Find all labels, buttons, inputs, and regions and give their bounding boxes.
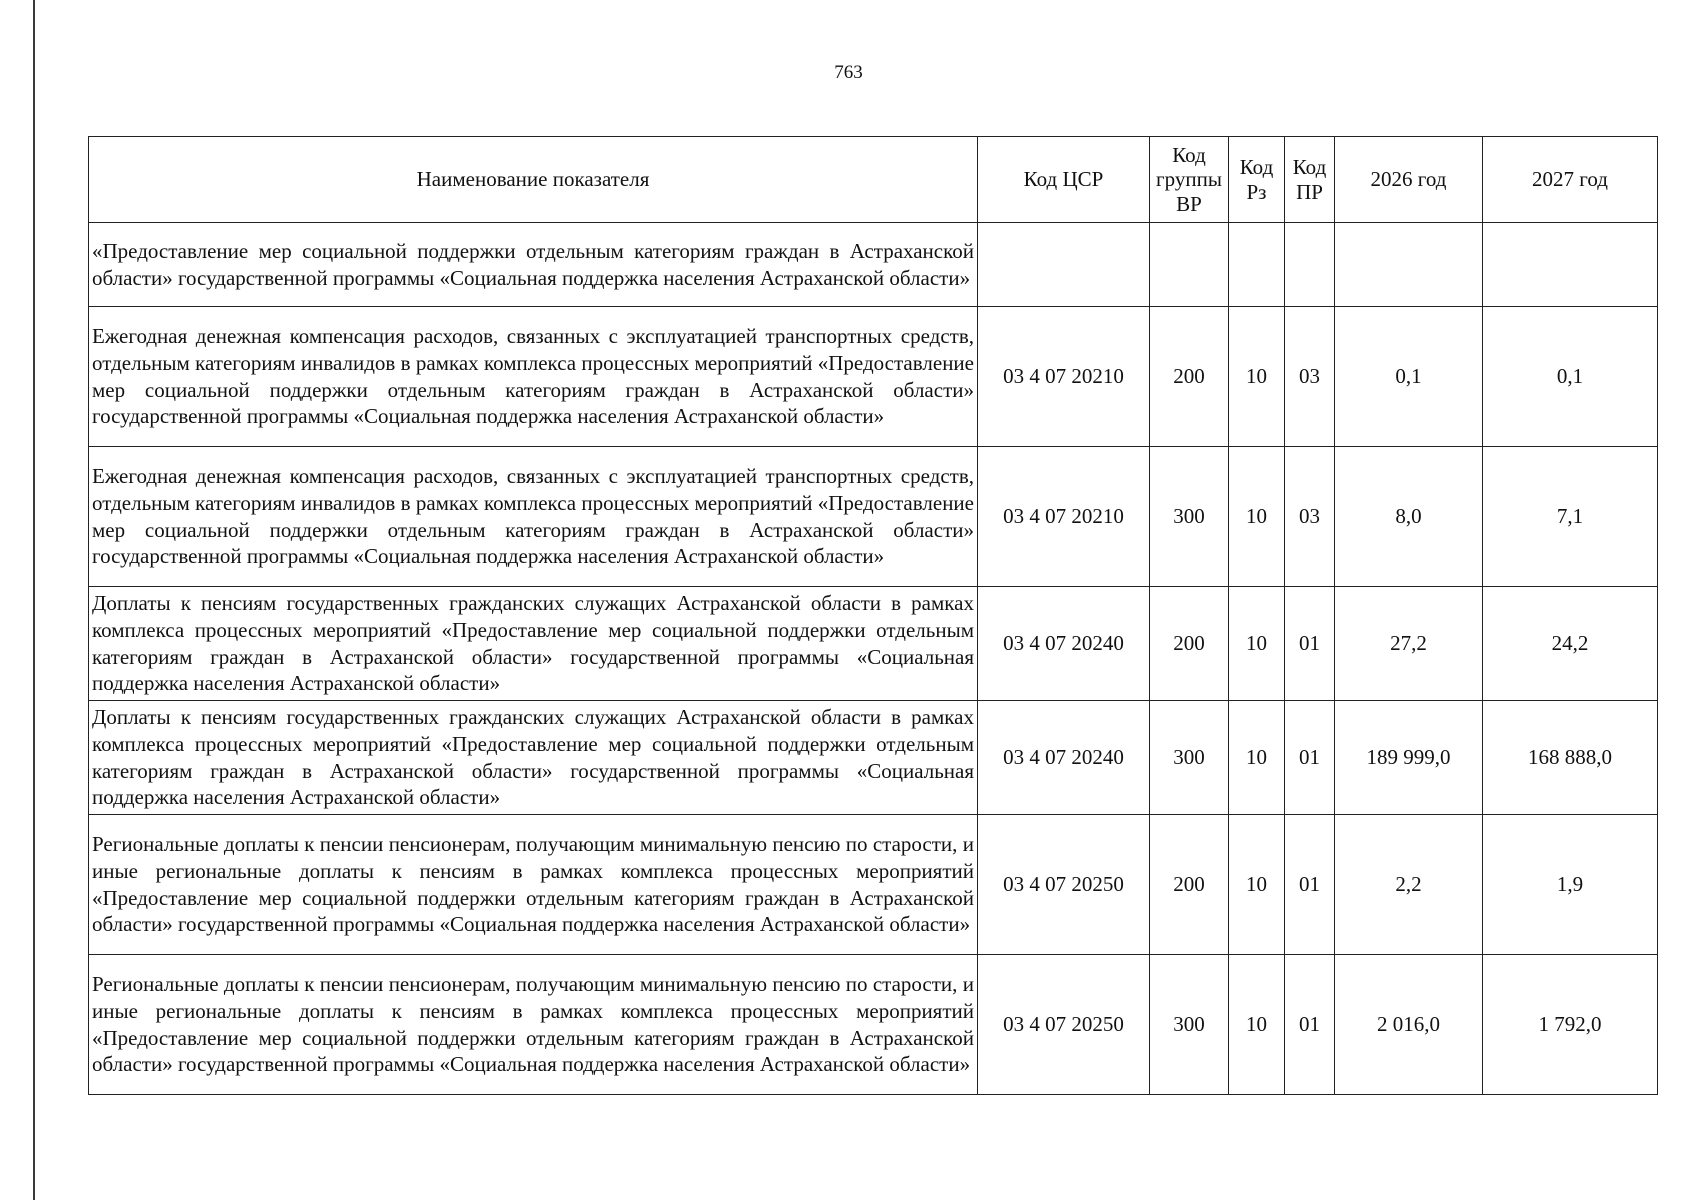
table-row [89, 815, 1658, 955]
header-pr-code: Код ПР [1285, 137, 1335, 223]
table-header-row [89, 137, 1658, 223]
row-2027-cell: 24,2 [1483, 587, 1658, 701]
header-year-2027: 2027 год [1483, 137, 1658, 223]
row-csr-cell: 03 4 07 20240 [978, 701, 1150, 815]
row-2027-cell: 1,9 [1483, 815, 1658, 955]
row-2026-cell: 189 999,0 [1335, 701, 1483, 815]
row-2027-cell: 168 888,0 [1483, 701, 1658, 815]
row-2026-cell: 2,2 [1335, 815, 1483, 955]
row-2027-cell: 7,1 [1483, 447, 1658, 587]
table-row [89, 307, 1658, 447]
row-name-cell: Региональные доплаты к пенсии пенсионерам, получающим минимальную пенсию по старости, и иные региональные доплаты к пенсиям в рамках комплекса процессных мероприятий «Предоставление мер социальной поддержки отдельным категориям граждан в Астраханской области» государственной программы «Социальная поддержка населения Астраханской области» [89, 955, 978, 1095]
row-name-cell: Ежегодная денежная компенсация расходов, связанных с эксплуатацией транспортных средств, отдельным категориям инвалидов в рамках комплекса процессных мероприятий «Предоставление мер социальной поддержки отдельным категориям граждан в Астраханской области» государственной программы «Социальная поддержка населения Астраханской области» [89, 447, 978, 587]
page-number: 763 [834, 62, 863, 83]
row-vr-cell: 300 [1150, 447, 1229, 587]
row-pr-cell: 01 [1285, 701, 1335, 815]
row-name-cell: Ежегодная денежная компенсация расходов, связанных с эксплуатацией транспортных средств, отдельным категориям инвалидов в рамках комплекса процессных мероприятий «Предоставление мер социальной поддержки отдельным категориям граждан в Астраханской области» государственной программы «Социальная поддержка населения Астраханской области» [89, 307, 978, 447]
row-pr-cell: 03 [1285, 447, 1335, 587]
header-year-2026: 2026 год [1335, 137, 1483, 223]
row-rz-cell: 10 [1229, 307, 1285, 447]
row-2026-cell: 8,0 [1335, 447, 1483, 587]
row-csr-cell: 03 4 07 20250 [978, 815, 1150, 955]
budget-table [88, 136, 1658, 1095]
empty-cell [1150, 223, 1229, 307]
row-2026-cell: 27,2 [1335, 587, 1483, 701]
row-rz-cell: 10 [1229, 701, 1285, 815]
row-pr-cell: 01 [1285, 815, 1335, 955]
header-name: Наименование показателя [89, 137, 978, 223]
empty-cell [1285, 223, 1335, 307]
row-name-cell: Доплаты к пенсиям государственных гражданских служащих Астраханской области в рамках комплекса процессных мероприятий «Предоставление мер социальной поддержки отдельным категориям граждан в Астраханской области» государственной программы «Социальная поддержка населения Астраханской области» [89, 701, 978, 815]
row-pr-cell: 01 [1285, 955, 1335, 1095]
table-row-continuation [89, 223, 1658, 307]
row-2027-cell: 0,1 [1483, 307, 1658, 447]
table-row [89, 447, 1658, 587]
row-vr-cell: 200 [1150, 815, 1229, 955]
row-name-cell: Региональные доплаты к пенсии пенсионерам, получающим минимальную пенсию по старости, и иные региональные доплаты к пенсиям в рамках комплекса процессных мероприятий «Предоставление мер социальной поддержки отдельным категориям граждан в Астраханской области» государственной программы «Социальная поддержка населения Астраханской области» [89, 815, 978, 955]
row-vr-cell: 300 [1150, 701, 1229, 815]
row-vr-cell: 200 [1150, 587, 1229, 701]
table-row [89, 955, 1658, 1095]
row-name-cell: Доплаты к пенсиям государственных гражданских служащих Астраханской области в рамках комплекса процессных мероприятий «Предоставление мер социальной поддержки отдельным категориям граждан в Астраханской области» государственной программы «Социальная поддержка населения Астраханской области» [89, 587, 978, 701]
table-row [89, 701, 1658, 815]
empty-cell [978, 223, 1150, 307]
empty-cell [1229, 223, 1285, 307]
row-csr-cell: 03 4 07 20210 [978, 447, 1150, 587]
empty-cell [1335, 223, 1483, 307]
row-csr-cell: 03 4 07 20250 [978, 955, 1150, 1095]
row-rz-cell: 10 [1229, 587, 1285, 701]
row-2027-cell: 1 792,0 [1483, 955, 1658, 1095]
row-rz-cell: 10 [1229, 447, 1285, 587]
continuation-name-cell: «Предоставление мер социальной поддержки отдельным категориям граждан в Астраханской области» государственной программы «Социальная поддержка населения Астраханской области» [89, 223, 978, 307]
row-rz-cell: 10 [1229, 955, 1285, 1095]
row-2026-cell: 2 016,0 [1335, 955, 1483, 1095]
row-csr-cell: 03 4 07 20240 [978, 587, 1150, 701]
row-csr-cell: 03 4 07 20210 [978, 307, 1150, 447]
header-rz-code: Код Рз [1229, 137, 1285, 223]
row-pr-cell: 03 [1285, 307, 1335, 447]
row-rz-cell: 10 [1229, 815, 1285, 955]
row-2026-cell: 0,1 [1335, 307, 1483, 447]
table-row [89, 587, 1658, 701]
binding-edge-line [33, 0, 35, 1200]
row-vr-cell: 200 [1150, 307, 1229, 447]
header-vr-group-code: Код группы ВР [1150, 137, 1229, 223]
empty-cell [1483, 223, 1658, 307]
row-vr-cell: 300 [1150, 955, 1229, 1095]
header-csr-code: Код ЦСР [978, 137, 1150, 223]
row-pr-cell: 01 [1285, 587, 1335, 701]
